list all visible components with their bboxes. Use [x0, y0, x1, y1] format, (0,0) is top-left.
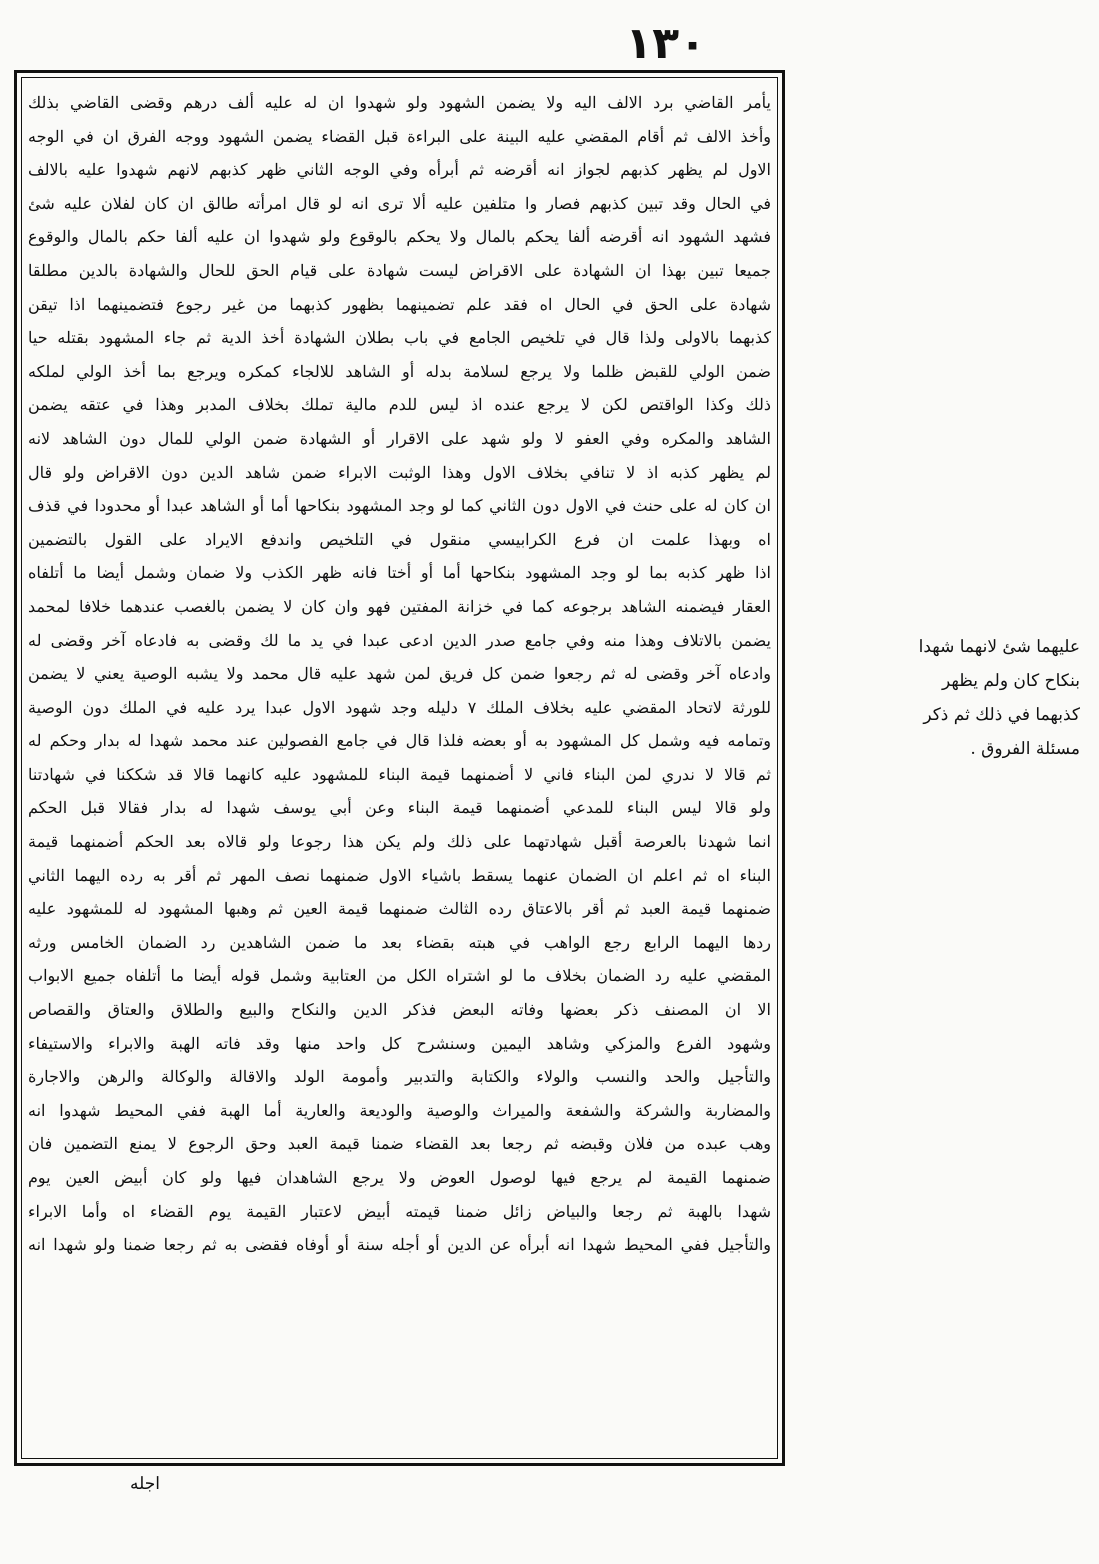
margin-note-line: مسئلة الفروق . [970, 739, 1080, 759]
text-line: المقضي عليه رد الضمان بخلاف ما لو اشتراه الكل من العتابية وشمل قوله أيضا ما أتلفاه جميع الابواب [28, 966, 771, 986]
text-line: وأخذ الالف ثم أقام المقضي عليه البينة على البراءة قبل القضاء يضمن الشهود ووجه الفرق ان في الوجه [28, 126, 771, 146]
text-line: جميعا تبين بهذا ان الشهادة على الاقراض ليست شهادة على قيام الحق للحال والشهادة بالدين مطلقا [28, 260, 771, 280]
text-line: العقار فيضمنه الشاهد برجوعه كما في خزانة المفتين فهو وان كان لا يضمن بالغصب عندهما خلافا لمحمد [28, 596, 771, 616]
text-line: والمضاربة والشركة والشفعة والميراث والوصية والوديعة والعارية أما الهبة ففي المحيط شهدوا انه [28, 1100, 771, 1120]
text-line: ردها اليهما الرابع رجع الواهب في هبته بقضاء بعد ما ضمن الشاهدين رد الضمان الخامس ورثه [28, 932, 771, 952]
text-line: والتأجيل ففي المحيط شهدا انه أبرأه عن الدين أو أجله سنة أو أوفاه فقضى به ثم رجعا ضمنا ولو شهدا انه [28, 1235, 771, 1255]
text-line: ولو قالا ليس البناء للمدعي أضمنهما قيمة البناء وعن أبي يوسف شهدا له بدار فقالا قبل الحكم [28, 798, 771, 818]
text-line: البناء اه ثم اعلم ان الضمان عنهما يسقط باشياء الاول ضمنهما نصف المهر ثم أقر به رده اليهما الثاني [28, 865, 771, 885]
text-line: شهدا بالهبة ثم رجعا والبياض زائل ضمنا قيمته أبيض لاعتبار القيمة يوم القضاء اه وأما الابراء [28, 1201, 771, 1221]
text-line: ضمنهما القيمة لم يرجع فيها لوصول العوض ولا يرجع الشاهدان فيها ولو كان أبيض العين يوم [28, 1168, 771, 1187]
catchword: اجله [130, 1474, 160, 1494]
text-line: فشهد الشهود انه أقرضه ألفا يحكم بالمال ولا يحكم بالوقوع ولو شهدوا ان عليه ألفا حكم بالمال والوقوع [28, 227, 771, 247]
text-line: ثم قالا لا ندري لمن البناء فاني لا أضمنهما قيمة البناء للمشهود عليه كانهما قالا قد شككنا في شهادتنا [28, 764, 771, 784]
text-line: لم يظهر كذبه اذ لا تنافي بخلاف الاول وهذا الوثبت الابراء ضمن شاهد الدين دون الاقراض ولو قال [28, 462, 771, 482]
page-number: ١٣٠ [625, 18, 706, 69]
text-line: ذلك وكذا الواقتص لكن لا يرجع عنده اذ ليس للدم مالية تملك بخلاف المدبر وهذا في عتقه يضمن [28, 395, 771, 415]
text-line: كذبهما بالاولى ولذا قال في تلخيص الجامع في باب بطلان الشهادة أخذ الدية ثم جاء المشهود بقتله حيا [28, 328, 771, 348]
text-line: ضمنهما قيمة العبد ثم أقر بالاعتاق رده الثالث ضمنهما قيمة العين ثم وهبها المشهود له للمشهود عليه [28, 899, 771, 919]
text-line: يضمن بالاتلاف وهذا منه وفي جامع صدر الدين ادعى عبدا في يد ما لك وقضى به فادعاه آخر وقضى له [28, 630, 771, 650]
margin-note-line: كذبهما في ذلك ثم ذكر [923, 705, 1080, 725]
text-line: والتأجيل والحد والنسب والولاء والكتابة والتدبير وأمومة الولد والاقالة والوكالة والرهن والاجارة [28, 1067, 771, 1087]
text-line: شهادة على الحق في الحال اه فقد علم تضمينهما بظهور كذبهما من غير رجوع فتضمينهما اذا تيقن [28, 294, 771, 314]
text-line: وشهود الفرع والمزكي وشاهد اليمين وسنشرح كل واحد منها وقد فاته الهبة والابراء والاستيفاء [28, 1033, 771, 1053]
text-line: ضمن الولي للقبض ظلما ولا يرجع لسلامة بدله أو الشاهد للالجاء كمكره ويرجع بما أخذ الولي لملكه [28, 361, 771, 381]
text-line: وتمامه فيه وشمل كل المشهود به أو بعضه فلذا قال في جامع الفصولين عند محمد شهدا له بدار وحكم له [28, 731, 771, 751]
text-line: وهب عبده من فلان وقبضه ثم رجعا بعد القضاء ضمنا قيمة العبد وحق الرجوع لا يمنع التضمين فان [28, 1134, 771, 1154]
margin-note-line: عليهما شئ لانهما شهدا [918, 637, 1080, 657]
text-line: للورثة لاتحاد المقضي عليه بخلاف الملك ٧ دليله وجد شهود الاول عبدا يرد عليه في الملك دون الوصية [28, 697, 771, 717]
text-line: يأمر القاضي برد الالف اليه ولا يضمن الشهود ولو شهدوا ان له عليه ألف درهم وقضى القاضي بذلك [28, 93, 771, 112]
text-line: اه وبهذا علمت ان فرع الكرابيسي منقول في التلخيص واندفع الايراد على القول بالتضمين [28, 529, 771, 549]
text-line: وادعاه آخر وقضى له ثم رجعوا ضمن كل فريق لمن شهد عليه قال محمد ولا يشبه الوصية يعني لا يضمن [28, 664, 771, 684]
main-text-block [28, 86, 771, 1456]
text-line: ان كان له على حنث في الاول دون الثاني كما لو وجد المشهود بنكاحها أما أو الشاهد عبدا أو محدودا في قذف [28, 496, 771, 516]
text-line: الا ان المصنف ذكر بعضها وفاته البعض فذكر الدين والنكاح والبيع والطلاق والعتاق والقصاص [28, 1000, 771, 1020]
text-line: الشاهد والمكره وفي العفو لا ولو شهد على الاقرار أو الشهادة ضمن الولي للمال دون الشاهد لانه [28, 428, 771, 448]
text-line: اذا ظهر كذبه بما لو وجد المشهود بنكاحها أما أو أختا فانه ظهر الكذب ولا ضمان وشمل أيضا ما أتلفاه [28, 563, 771, 583]
margin-note [790, 630, 1080, 766]
text-line: انما شهدنا بالعرصة أقبل شهادتهما على ذلك ولم يكن هذا رجوعا ولو قالاه بعد الحكم أضمنهما قيمة [28, 832, 771, 852]
margin-note-line: بنكاح كان ولم يظهر [942, 671, 1080, 691]
text-line: في الحال وقد تبين كذبهم فصار وا متلفين عليه ألا ترى انه لو قال امرأته طالق ان كان لفلان عليه شئ [28, 193, 771, 213]
text-line: الاول لم يظهر كذبهم لجواز انه أقرضه ثم أبرأه وفي الوجه الثاني ظهر كذبهم لانهم شهدوا عليه بالالف [28, 160, 771, 180]
